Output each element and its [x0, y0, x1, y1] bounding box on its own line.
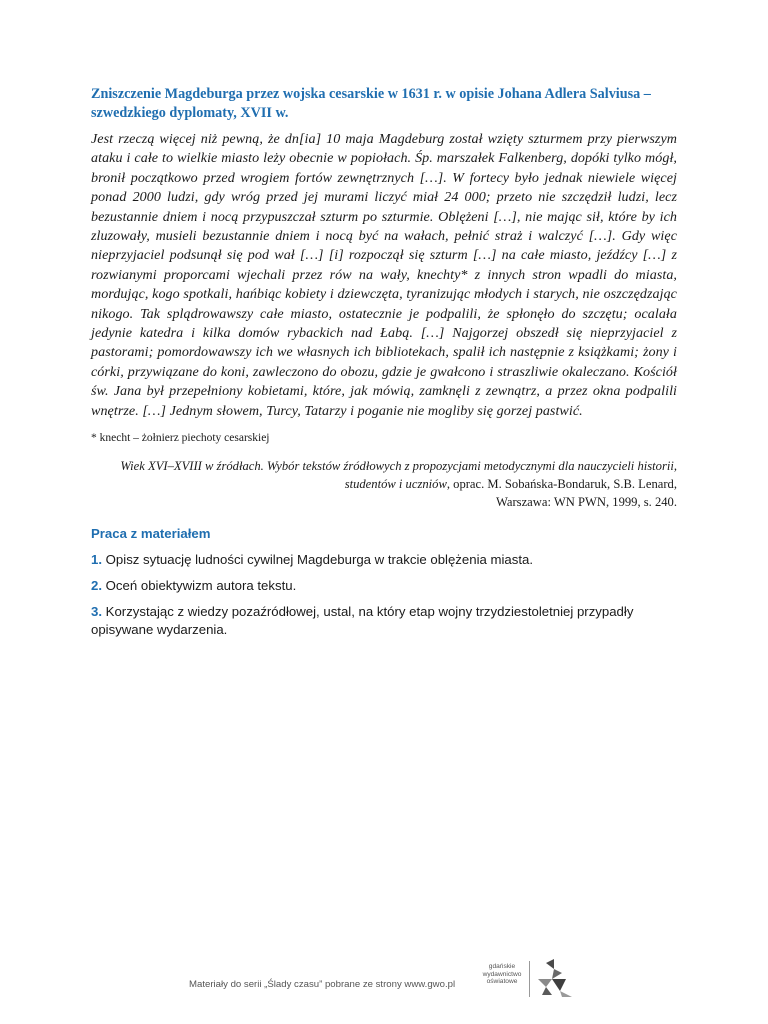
gwo-logo-icon [532, 957, 576, 1001]
logo-wordmark [478, 963, 526, 986]
task-number: 3. [91, 604, 102, 620]
task-number: 1. [91, 552, 102, 568]
footer-text: Materiały do serii „Ślady czasu” pobrane ze strony www.gwo.pl [189, 979, 456, 990]
task-text: Korzystając z wiedzy pozaźródłowej, ustal, na który etap wojny trzydziestoletniej przypadły opisywane wydarzenia. [91, 604, 634, 638]
document-content [91, 85, 677, 639]
task-item [91, 577, 677, 595]
logo-divider [529, 961, 530, 997]
citation-publisher: Warszawa: WN PWN, 1999, s. 240. [496, 495, 677, 510]
footnote: * knecht – żołnierz piechoty cesarskiej [91, 432, 270, 445]
task-item [91, 603, 677, 639]
citation [91, 457, 677, 511]
task-item [91, 551, 677, 569]
citation-editors: , oprac. M. Sobańska-Bondaruk, S.B. Lenard, [446, 477, 677, 492]
tasks-heading: Praca z materiałem [91, 526, 211, 542]
citation-book-title: Wiek XVI–XVIII w źródłach. Wybór tekstów źródłowych z propozycjami metodycznymi dla nauczycieli historii, studentów i uczniów [120, 459, 677, 492]
task-number: 2. [91, 578, 102, 594]
task-text: Opisz sytuację ludności cywilnej Magdeburga w trakcie oblężenia miasta. [105, 552, 534, 568]
document-title: Zniszczenie Magdeburga przez wojska cesarskie w 1631 r. w opisie Johana Adlera Salviusa – szwedzkiego dyplomaty, XVII w. [91, 86, 651, 121]
logo-line: oświatowe [486, 978, 518, 986]
source-text: Jest rzeczą więcej niż pewną, że dn[ia] 10 maja Magdeburg został wzięty szturmem przy pierwszym ataku i całe to wielkie miasto leży obecnie w popiołach. Śp. marszałek Falkenberg, dopóki tylko mógł, bronił początkowo przed wrogiem fortów zewnętrznych […]. W fortecy było jednak niewiele więcej ponad 2000 ludzi, gdy wróg przed jej murami liczyć miał 24 000; przeto nie szczędził ludzi, lecz bezustannie dniem i nocą przypuszczał szturm po szturmie. Oblężeni […], nie mając sił, które by ich zluzowały, musieli bezustannie dniem i nocą być na wałach, pełnić straż i walczyć […]. Gdy więc nieprzyjaciel podsunął się pod wał […] [i] rozpoczął się szturm […] na całe miasto, jeźdźcy […] z rozwianymi proporcami wjechali przez rów na wały, knechty* z innych stron wpadli do miasta, mordując, kogo spotkali, hańbiąc kobiety i dziewczęta, tyranizując młodych i starych, nie oszczędzając nikogo. Tak splądrowawszy całe miasto, ostatecznie je podpalili, że spłonęło do szczętu; ocalała jedynie katedra i kilka domów rybackich nad Łabą. […] Najgorzej obszedł się nieprzyjaciel z pastorami; pomordowawszy ich we własnych ich bibliotekach, spalił ich następnie z książkami; żony i córki, przywiązane do koni, zawleczono do obozu, gdzie je gwałcono i straszliwie okaleczano. Kościół św. Jana był przepełniony kobietami, które, jak mówią, zamknęli z zewnątrz, a przez okna podpalili wnętrze. […] Jednym słowem, Turcy, Tatarzy i poganie nie mogliby się gorzej pastwić. [91, 131, 677, 419]
task-text: Oceń obiektywizm autora tekstu. [105, 578, 297, 594]
publisher-logo [478, 957, 578, 1003]
logo-line: wydawnictwo [482, 970, 522, 978]
logo-line: gdańskie [488, 963, 516, 970]
